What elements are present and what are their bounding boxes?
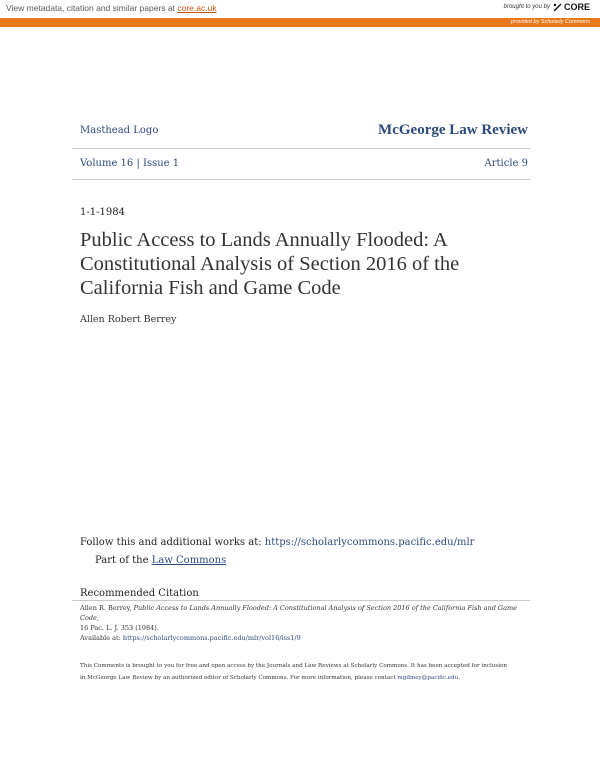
citation-line-2: 16 Pac. L. J. 353 (1984). — [80, 624, 159, 632]
part-of-line — [95, 555, 226, 566]
citation-available — [80, 633, 530, 643]
follow-url-link[interactable]: https://scholarlycommons.pacific.edu/mlr — [264, 537, 475, 548]
part-of-label: Part of the — [95, 555, 152, 566]
access-notice — [80, 660, 530, 684]
brought-by-text: brought to you by — [503, 4, 550, 10]
follow-line — [80, 537, 474, 548]
law-commons-link[interactable]: Law Commons — [151, 555, 227, 566]
core-metadata-label: View metadata, citation and similar papers at — [6, 3, 178, 13]
paper-author[interactable]: Allen Robert Berrey — [80, 314, 177, 325]
citation-comma: , — [96, 614, 99, 622]
recommended-citation-heading: Recommended Citation — [80, 588, 199, 599]
citation-line-1 — [80, 603, 530, 623]
journal-title[interactable]: McGeorge Law Review — [378, 122, 528, 138]
citation-divider — [72, 600, 530, 601]
masthead-logo[interactable]: Masthead Logo — [80, 125, 159, 136]
core-brought-by — [504, 2, 590, 12]
citation-title: Public Access to Lands Annually Flooded: A Constitutional Analysis of Section 2016 of the California Fish and Game Code — [80, 604, 518, 622]
access-notice-text: in McGeorge Law Review by an authorized editor of Scholarly Commons. For more information, please contact — [80, 675, 398, 681]
citation-author: Allen R. Berrey, — [80, 604, 134, 612]
header-divider-top — [72, 148, 530, 149]
core-link[interactable]: core.ac.uk — [177, 3, 217, 13]
header-divider-bottom — [72, 179, 530, 180]
available-label: Available at: — [80, 634, 123, 642]
publication-date: 1-1-1984 — [80, 207, 125, 218]
volume-issue-link[interactable]: Volume 16 | Issue 1 — [80, 158, 180, 169]
access-notice-period: . — [458, 675, 461, 681]
access-notice-line-2 — [80, 672, 530, 684]
access-notice-line-1: This Comments is brought to you for free and open access by the Journals and Law Reviews at Scholarly Commons. It has been accepted for inclusion — [80, 663, 507, 669]
provided-by-bar — [0, 18, 600, 27]
core-logo-text: CORE — [563, 2, 590, 12]
core-logo[interactable] — [553, 2, 590, 12]
citation-block — [80, 603, 530, 643]
provided-by-text[interactable]: provided by Scholarly Commons — [510, 19, 590, 25]
available-url-link[interactable]: https://scholarlycommons.pacific.edu/mlr/vol16/iss1/9 — [122, 634, 301, 642]
core-metadata-text — [6, 3, 217, 13]
follow-label: Follow this and additional works at: — [80, 537, 265, 548]
core-logo-icon — [553, 3, 563, 12]
core-banner — [0, 0, 600, 18]
contact-email-link[interactable]: mgibney@pacific.edu — [397, 675, 459, 681]
paper-title: Public Access to Lands Annually Flooded: A Constitutional Analysis of Section 2016 of the California Fish and Game Code — [80, 229, 460, 299]
article-number[interactable]: Article 9 — [484, 158, 528, 169]
